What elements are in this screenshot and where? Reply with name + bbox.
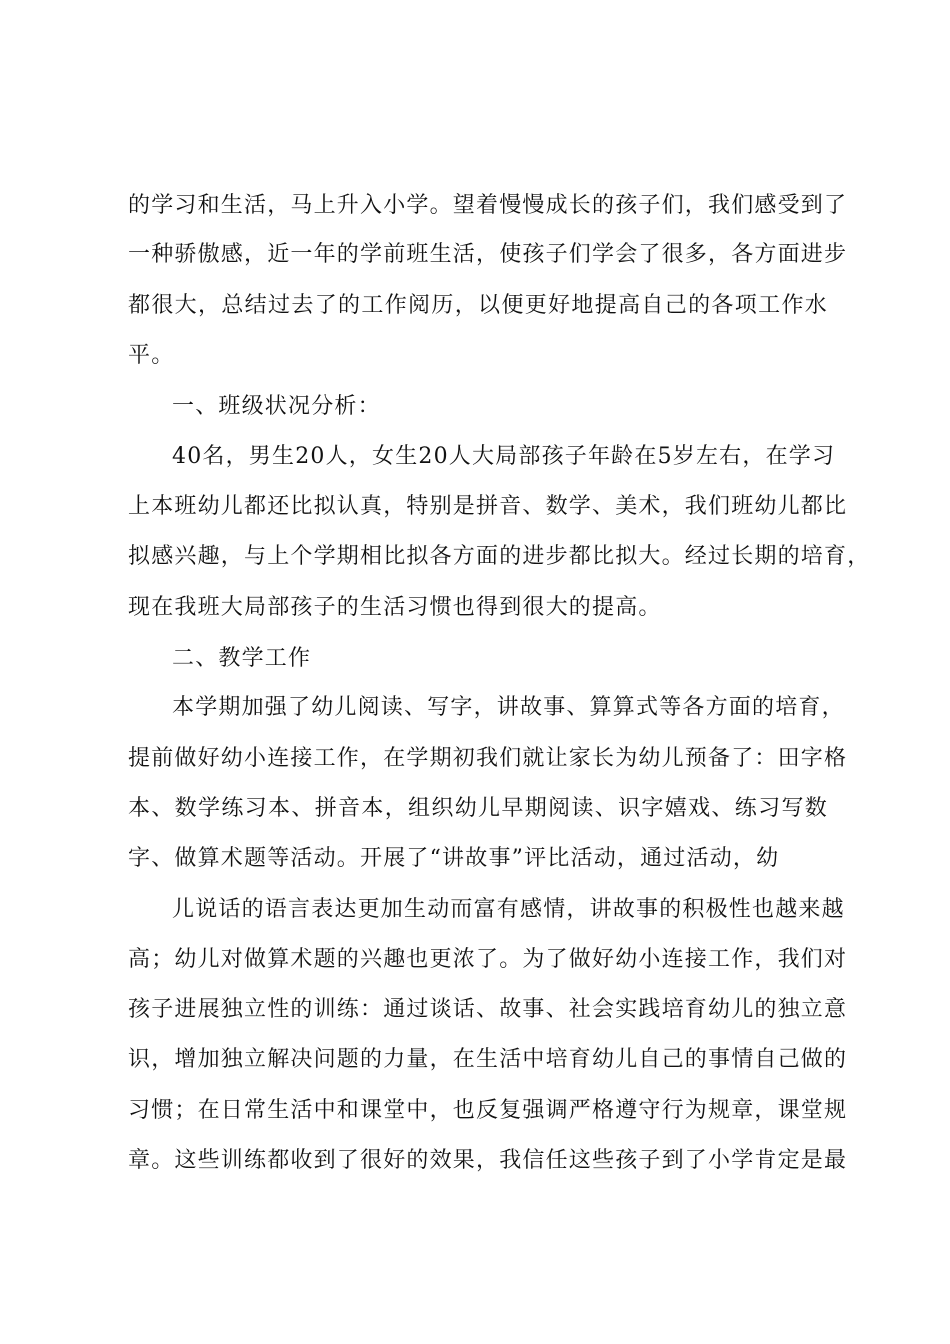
paragraph-line: 识，增加独立解决问题的力量，在生活中培育幼儿自己的事情自己做的 bbox=[128, 1047, 848, 1072]
paragraph-line: 都很大，总结过去了的工作阅历，以便更好地提高自己的各项工作水 bbox=[128, 293, 828, 318]
section-heading: 一、班级状况分析： bbox=[172, 394, 381, 419]
section-heading: 二、教学工作 bbox=[172, 646, 312, 671]
paragraph-line: 的学习和生活，马上升入小学。望着慢慢成长的孩子们，我们感受到了 bbox=[128, 193, 848, 218]
paragraph-line: 字、做算术题等活动。开展了“讲故事”评比活动，通过活动，幼 bbox=[128, 846, 780, 871]
paragraph-line: 本学期加强了幼儿阅读、写字，讲故事、算算式等各方面的培育， bbox=[172, 695, 845, 720]
paragraph-line: 40名，男生20人，女生20人大局部孩子年龄在5岁左右，在学习 bbox=[172, 444, 836, 469]
paragraph-line: 拟感兴趣，与上个学期相比拟各方面的进步都比拟大。经过长期的培育， bbox=[128, 544, 871, 569]
paragraph-line: 平。 bbox=[128, 343, 175, 368]
paragraph-line: 现在我班大局部孩子的生活习惯也得到很大的提高。 bbox=[128, 595, 662, 620]
paragraph-line: 本、数学练习本、拼音本，组织幼儿早期阅读、识字嬉戏、练习写数 bbox=[128, 796, 828, 821]
paragraph-line: 章。这些训练都收到了很好的效果，我信任这些孩子到了小学肯定是最 bbox=[128, 1148, 848, 1173]
paragraph-line: 习惯；在日常生活中和课堂中，也反复强调严格遵守行为规章，课堂规 bbox=[128, 1098, 848, 1123]
paragraph-line: 高；幼儿对做算术题的兴趣也更浓了。为了做好幼小连接工作，我们对 bbox=[128, 947, 848, 972]
paragraph-line: 孩子进展独立性的训练：通过谈话、故事、社会实践培育幼儿的独立意 bbox=[128, 997, 848, 1022]
paragraph-line: 上本班幼儿都还比拟认真，特别是拼音、数学、美术，我们班幼儿都比 bbox=[128, 494, 848, 519]
paragraph-line: 一种骄傲感，近一年的学前班生活，使孩子们学会了很多，各方面进步 bbox=[128, 242, 848, 267]
paragraph-line: 儿说话的语言表达更加生动而富有感情，讲故事的积极性也越来越 bbox=[172, 897, 845, 922]
paragraph-line: 提前做好幼小连接工作，在学期初我们就让家长为幼儿预备了：田字格 bbox=[128, 746, 848, 771]
